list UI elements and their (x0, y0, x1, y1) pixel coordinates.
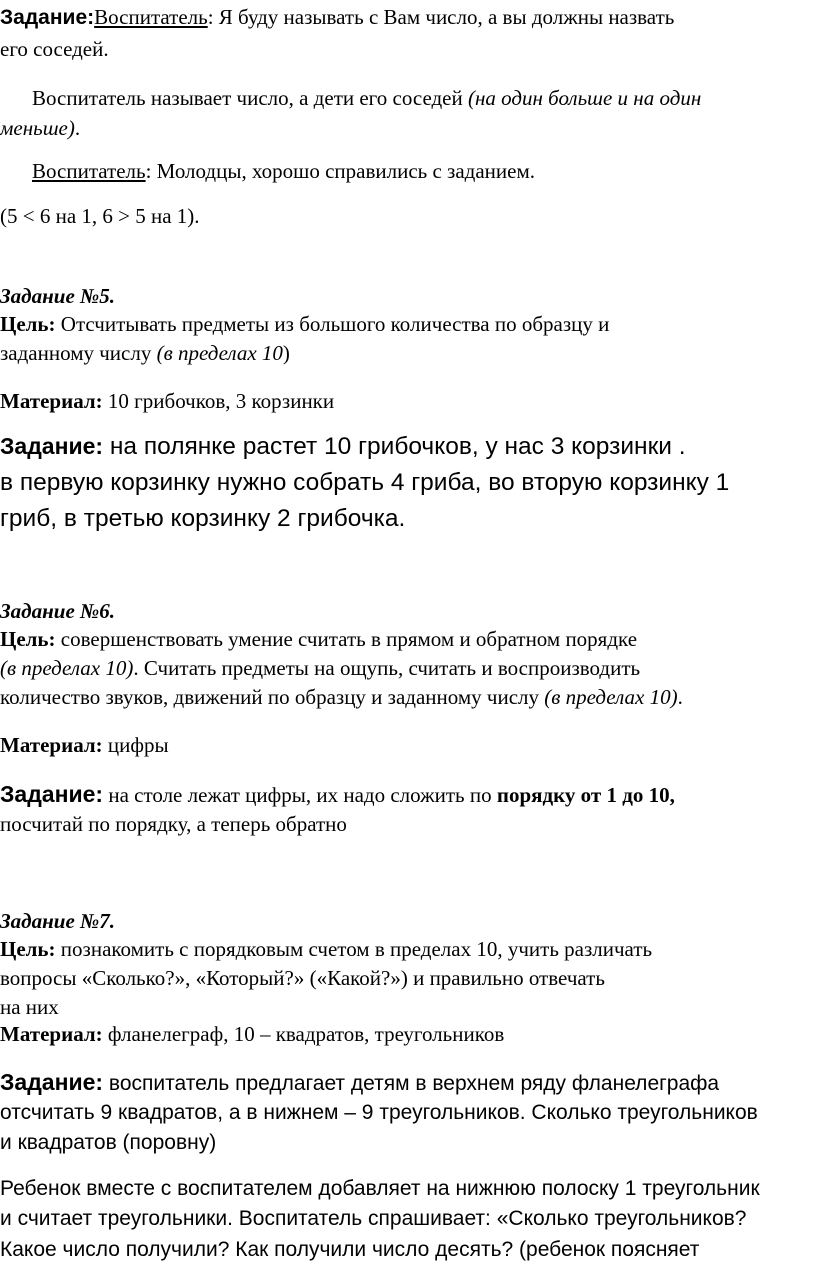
intro-task-label: Задание: (0, 6, 95, 29)
task6-title: Задание №6. (0, 599, 115, 623)
task7-goal-label: Цель: (0, 937, 56, 961)
task7-task-line-1: Задание: воспитатель предлагает детям в верхнем ряду фланелеграфа (0, 1069, 720, 1095)
task6-task-line-1: Задание: на столе лежат цифры, их надо сложить по порядку от 1 до 10, (0, 781, 675, 807)
task7-goal-line-1: Цель: познакомить с порядковым счетом в пределах 10, учить различать (0, 937, 653, 961)
intro-line-6: (5 < 6 на 1, 6 > 5 на 1). (0, 204, 200, 228)
task5-task-line-1: Задание: на полянке растет 10 грибочков, у нас 3 корзинки . (0, 433, 686, 460)
task7-paragraph-line-3: Какое число получили? Как получили число десять? (ребенок поясняет (0, 1238, 700, 1261)
task7-title: Задание №7. (0, 909, 115, 933)
intro-role-educator: Воспитатель (94, 5, 208, 29)
task7-material-line: Материал: фланелеграф, 10 – квадратов, треугольников (0, 1022, 505, 1046)
intro-line-2: его соседей. (0, 37, 109, 61)
task5-title: Задание №5. (0, 284, 115, 308)
task7-material-label: Материал: (0, 1022, 103, 1046)
task7-goal-line-3: на них (0, 995, 59, 1019)
task7-paragraph-line-1: Ребенок вместе с воспитателем добавляет на нижнюю полоску 1 треугольник (0, 1177, 760, 1200)
intro-line-3: Воспитатель называет число, а дети его соседей (на один больше и на один (32, 86, 702, 110)
task5-material-label: Материал: (0, 389, 103, 413)
task7-paragraph-line-2: и считает треугольники. Воспитатель спрашивает: «Сколько треугольников? (0, 1207, 747, 1230)
task7-task-line-3: и квадратов (поровну) (0, 1131, 217, 1154)
task5-task-line-2: в первую корзинку нужно собрать 4 гриба, во вторую корзинку 1 (0, 469, 730, 496)
intro-line-1: Задание:Воспитатель: Я буду называть с Вам число, а вы должны назвать (0, 5, 675, 29)
task5-goal-line-1: Цель: Отсчитывать предметы из большого количества по образцу и (0, 312, 610, 336)
task5-goal-label: Цель: (0, 312, 56, 336)
task6-material-label: Материал: (0, 733, 103, 757)
task6-goal-label: Цель: (0, 627, 56, 651)
task7-task-label: Задание: (0, 1069, 104, 1095)
task6-goal-line-1: Цель: совершенствовать умение считать в прямом и обратном порядке (0, 627, 638, 651)
task5-goal-line-2: заданному числу (в пределах 10) (0, 341, 290, 365)
intro-line-4: меньше). (0, 116, 81, 140)
intro-line-5: Воспитатель: Молодцы, хорошо справились с заданием. (32, 159, 536, 183)
task6-goal-line-2: (в пределах 10). Считать предметы на ощупь, считать и воспроизводить (0, 656, 641, 680)
task5-task-label: Задание: (0, 433, 104, 459)
task6-task-label: Задание: (0, 781, 104, 807)
task6-task-line-2: посчитай по порядку, а теперь обратно (0, 812, 347, 836)
task5-material-line: Материал: 10 грибочков, 3 корзинки (0, 389, 335, 413)
intro-role-educator-2: Воспитатель (32, 159, 146, 183)
task7-task-line-2: отсчитать 9 квадратов, а в нижнем – 9 треугольников. Сколько треугольников (0, 1101, 758, 1124)
task5-task-line-3: гриб, в третью корзинку 2 грибочка. (0, 505, 406, 532)
task6-goal-line-3: количество звуков, движений по образцу и заданному числу (в пределах 10). (0, 685, 683, 709)
task7-goal-line-2: вопросы «Сколько?», «Который?» («Какой?») и правильно отвечать (0, 966, 605, 990)
task6-material-line: Материал: цифры (0, 733, 169, 757)
